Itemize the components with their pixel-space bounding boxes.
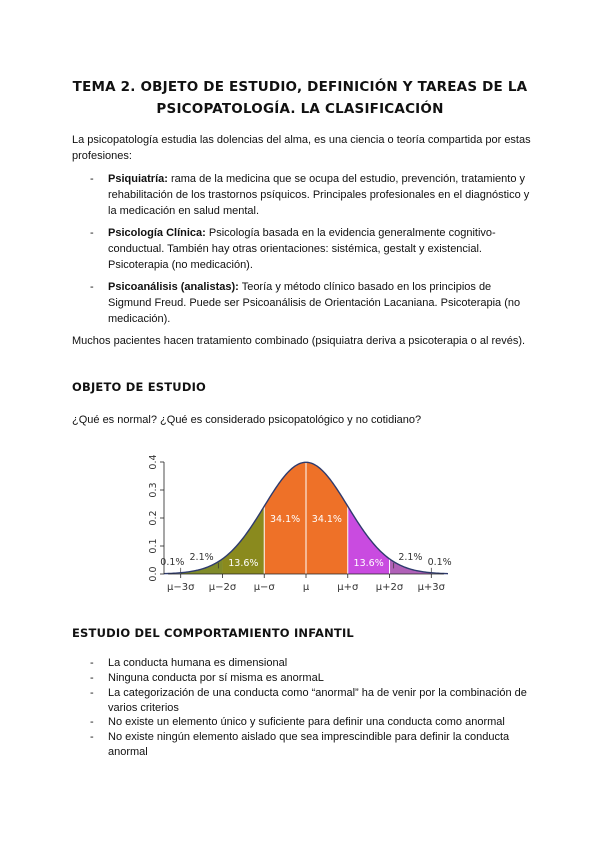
list-dash: -	[90, 716, 94, 728]
list-item	[90, 656, 530, 671]
y-tick-label: 0.0	[148, 566, 159, 582]
section-heading-objeto: OBJETO DE ESTUDIO	[72, 380, 207, 394]
question-paragraph: ¿Qué es normal? ¿Qué es considerado psicopatológico y no cotidiano?	[72, 414, 422, 426]
list-dash: -	[90, 657, 94, 669]
profession-desc: Psicología basada en la evidencia generalmente cognitivo-conductual. También hay otras orientaciones: sistémica, gestalt y existencial. Psicoterapia (no medicación).	[108, 227, 496, 271]
list-item-text: Ninguna conducta por sí misma es anormaL	[108, 672, 324, 684]
y-tick-label: 0.4	[148, 454, 159, 470]
region-percent-label: 13.6%	[228, 558, 259, 570]
list-dash: -	[90, 687, 94, 699]
list-item-text: La conducta humana es dimensional	[108, 657, 288, 669]
list-dash: -	[90, 227, 94, 239]
profession-desc: Teoría y método clínico basado en los principios de Sigmund Freud. Puede ser Psicoanálisis de Orientación Lacaniana. Psicoterapia (no medicación).	[108, 281, 521, 325]
title-line-2: PSICOPATOLOGÍA. LA CLASIFICACIÓN	[156, 101, 444, 117]
list-item-text: No existe un elemento único y suficiente para definir una conducta como anormal	[108, 716, 505, 728]
profession-term: Psicoanálisis (analistas):	[108, 281, 239, 293]
title-line-1: TEMA 2. OBJETO DE ESTUDIO, DEFINICIÓN Y TAREAS DE LA	[72, 79, 528, 95]
list-item	[90, 730, 530, 759]
x-tick-label: μ+σ	[337, 582, 359, 593]
profession-term: Psicología Clínica:	[108, 227, 206, 239]
y-tick-label: 0.2	[148, 510, 159, 526]
list-dash: -	[90, 672, 94, 684]
profession-item-psicoanalisis	[90, 279, 530, 327]
region-percent-label: 34.1%	[270, 514, 301, 526]
region-percent-label: 2.1%	[189, 552, 214, 563]
tail-percent-label-right: 0.1%	[427, 557, 452, 569]
profession-item-psiquiatria	[90, 171, 530, 219]
profession-term: Psiquiatría:	[108, 173, 168, 185]
list-item	[90, 686, 530, 715]
normal-distribution-chart	[140, 448, 460, 600]
x-tick-label: μ+2σ	[375, 582, 404, 593]
combined-paragraph: Muchos pacientes hacen tratamiento combinado (psiquiatra deriva a psicoterapia o al revés).	[72, 335, 526, 347]
list-dash: -	[90, 731, 94, 743]
list-item	[90, 671, 530, 686]
intro-paragraph: La psicopatología estudia las dolencias del alma, es una ciencia o teoría compartida por estas profesiones:	[72, 134, 531, 162]
list-dash: -	[90, 281, 94, 293]
profession-desc: rama de la medicina que se ocupa del estudio, prevención, tratamiento y rehabilitación de los trastornos psíquicos. Principales profesionales en el diagnóstico y la medicación en salud mental.	[108, 173, 530, 217]
profession-item-psicologia	[90, 225, 530, 273]
list-item-text: La categorización de una conducta como “anormal” ha de venir por la combinación de varios criterios	[108, 687, 527, 714]
list-item	[90, 715, 530, 730]
x-tick-label: μ−3σ	[166, 582, 195, 593]
list-item-text: No existe ningún elemento aislado que sea imprescindible para definir la conducta anormal	[108, 731, 510, 758]
section-heading-infantil: ESTUDIO DEL COMPORTAMIENTO INFANTIL	[72, 626, 354, 640]
tail-percent-label-left: 0.1%	[160, 557, 185, 569]
document-title	[60, 76, 540, 120]
x-tick-label: μ+3σ	[417, 582, 446, 593]
region-percent-label: 34.1%	[311, 514, 342, 526]
x-tick-label: μ−σ	[253, 582, 275, 593]
y-tick-label: 0.1	[148, 538, 159, 554]
x-tick-label: μ	[302, 582, 310, 593]
x-tick-label: μ−2σ	[208, 582, 237, 593]
region-percent-label: 2.1%	[398, 552, 423, 563]
list-dash: -	[90, 173, 94, 185]
region-percent-label: 13.6%	[353, 558, 384, 570]
y-tick-label: 0.3	[148, 482, 159, 498]
